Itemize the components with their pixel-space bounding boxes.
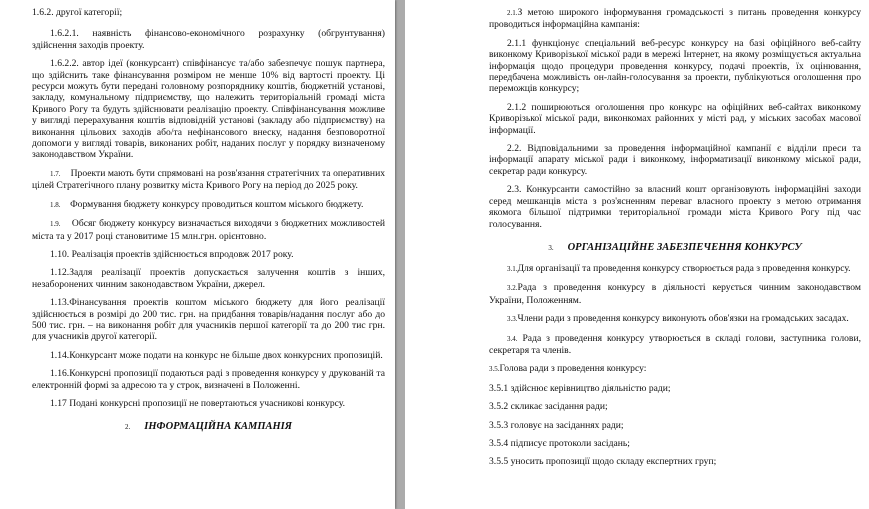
paragraph-2-1-2: 2.1.2 поширюються оголошення про конкурс на офіційних веб-сайтах виконкому Криворізької міської ради, виконкомах районних у місті рад, у міських засобах масової інформації.	[489, 101, 861, 136]
section-number: 3.	[548, 243, 554, 252]
paragraph-2-3: 2.3. Конкурсанти самостійно за власний кошт організовують інформаційні заходи серед мешканців міста з роз'ясненням переваг власного проекту з метою отримання якомога більшої підтримки територіальної громади міста Кривого Рогу під час голосування.	[489, 184, 861, 230]
paragraph-1-10: 1.10. Реалізація проектів здійснюється впродовж 2017 року.	[50, 248, 294, 260]
paragraph-number: 1.9.	[50, 220, 61, 229]
right-page	[405, 0, 869, 509]
left-page	[0, 0, 395, 509]
paragraph-2-1	[489, 7, 861, 31]
paragraph-3-5-1: 3.5.1 здійснює керівництво діяльністю ради;	[489, 382, 671, 394]
paragraph-number: 3.4.	[507, 334, 518, 343]
paragraph-number: 3.5.	[489, 365, 500, 374]
paragraph-1-9	[32, 218, 385, 242]
paragraph-3-5-4: 3.5.4 підписує протоколи засідань;	[489, 437, 630, 449]
paragraph-text: Проекти мають бути спрямовані на розв'язання стратегічних та оперативних цілей Стратегічного плану розвитку міста Кривого Рогу на період до 2025 року.	[32, 167, 385, 192]
paragraph-3-5-5: 3.5.5 уносить пропозиції щодо складу експертних груп;	[489, 456, 717, 468]
paragraph-3-5	[489, 363, 861, 375]
paragraph-3-5-3: 3.5.3 головує на засіданнях ради;	[489, 419, 624, 431]
paragraph-text: З метою широкого інформування громадськості з питань проведення конкурсу проводиться інформаційна кампанія:	[489, 7, 861, 31]
paragraph-1-7	[32, 168, 385, 192]
paragraph-1-6-2: 1.6.2. другої категорії;	[32, 7, 123, 18]
paragraph-text: Формування бюджету конкурсу проводиться коштом міського бюджету.	[70, 198, 364, 210]
section-title: ІНФОРМАЦІЙНА КАМПАНІЯ	[144, 421, 292, 433]
section-number: 2.	[125, 423, 131, 432]
paragraph-1-13: 1.13.Фінансування проектів коштом міського бюджету для його реалізації здійснюється в розмірі до 200 тис. грн. на придбання товарів/надання послуг або до 500 тис. грн. – на виконання робіт для учасників першої категорії та до 200 тис грн. для учасників другої категорії.	[32, 297, 385, 343]
paragraph-3-5-2: 3.5.2 скликає засідання ради;	[489, 401, 608, 413]
paragraph-2-1-1: 2.1.1 функціонує спеціальний веб-ресурс конкурсу на базі офіційного веб-сайту виконкому Криворізької міської ради в мережі Інтернет, на якому розміщується актуальна інформація щодо процедури проведення конкурсу, подачі проектів, їх оцінювання, передбачена можливість он-лайн-голосування за проекти, публікуються оголошення про переможців конкурсу;	[489, 37, 861, 95]
paragraph-1-16: 1.16.Конкурсні пропозиції подаються раді з проведення конкурсу у друкованій та електронній формі за адресою та у строк, визначені в Положенні.	[32, 368, 385, 391]
paragraph-3-1	[489, 263, 861, 275]
paragraph-number: 1.7.	[50, 169, 61, 178]
paragraph-3-2	[489, 282, 861, 306]
section-title: ОРГАНІЗАЦІЙНЕ ЗАБЕЗПЕЧЕННЯ КОНКУРСУ	[567, 241, 802, 253]
paragraph-text: Голова ради з проведення конкурсу:	[499, 363, 647, 375]
paragraph-3-4	[489, 333, 861, 357]
paragraph-1-6-2-1: 1.6.2.1. наявність фінансово-економічного розрахунку (обгрунтування) здійснення заходів проекту.	[32, 28, 385, 51]
paragraph-1-6-2-2: 1.6.2.2. автор ідеї (конкурсант) співфінансує та/або забезпечує пошук партнера, що здійснить таке фінансування розміром не менше 10% від вартості проекту. Ці ресурси можуть бути передані головному розпоряднику коштів, бюджетній установі, закладу, комунальному підприємству, що належить територіальній громаді міста Кривого Рогу та будуть здійснювати реалізацію проекту. Співфінансування можливе у вигляді перерахування коштів відповідній установі (закладу або підприємству) на виконання цільових заходів або/та нефінансового внеску, надання безповоротної допомоги у вигляді товарів, виконаних робіт, наданих послуг у порядку визначеному законодавством України.	[32, 58, 385, 161]
right-text-column	[489, 7, 861, 475]
paragraph-1-17: 1.17 Подані конкурсні пропозиції не повертаються учасникові конкурсу.	[50, 397, 346, 409]
paragraph-text: Обсяг бюджету конкурсу визначається виходячи з бюджетних можливостей міста та у 2017 році становитиме 15 млн.грн. орієнтовно.	[32, 218, 385, 242]
paragraph-number: 3.1.	[507, 264, 518, 273]
paragraph-number: 3.3.	[507, 315, 518, 324]
paragraph-1-12: 1.12.Задля реалізації проектів допускається залучення коштів з інших, незаборонених чинним законодавством України, джерел.	[32, 267, 385, 290]
paragraph-2-2: 2.2. Відповідальними за проведення інформаційної кампанії є відділи преси та інформації апарату міської ради і виконкому, інформатизації виконкому міської ради, секретар ради конкурсу.	[489, 143, 861, 177]
paragraph-text: Члени ради з проведення конкурсу виконують обов'язки на громадських засадах.	[517, 313, 849, 325]
paragraph-number: 3.2.	[507, 284, 518, 293]
paragraph-3-3	[489, 313, 861, 325]
paragraph-text: Рада з проведення конкурсу утворюється в складі голови, заступника голови, секретаря та членів.	[489, 332, 861, 356]
paragraph-number: 2.1.	[507, 9, 518, 17]
section-heading-3	[489, 242, 861, 253]
paragraph-text: Для організації та проведення конкурсу створюється рада з проведення конкурсу.	[517, 262, 851, 274]
paragraph-1-14: 1.14.Конкурсант може подати на конкурс не більше двох конкурсних пропозицій.	[50, 349, 383, 361]
paragraph-1-8	[32, 199, 385, 211]
paragraph-text: Рада з проведення конкурсу в діяльності керується чинним законодавством України, Положенням.	[489, 282, 861, 306]
section-heading-2	[32, 421, 385, 432]
paragraph-number: 1.8.	[50, 200, 61, 209]
left-text-column	[32, 7, 385, 442]
